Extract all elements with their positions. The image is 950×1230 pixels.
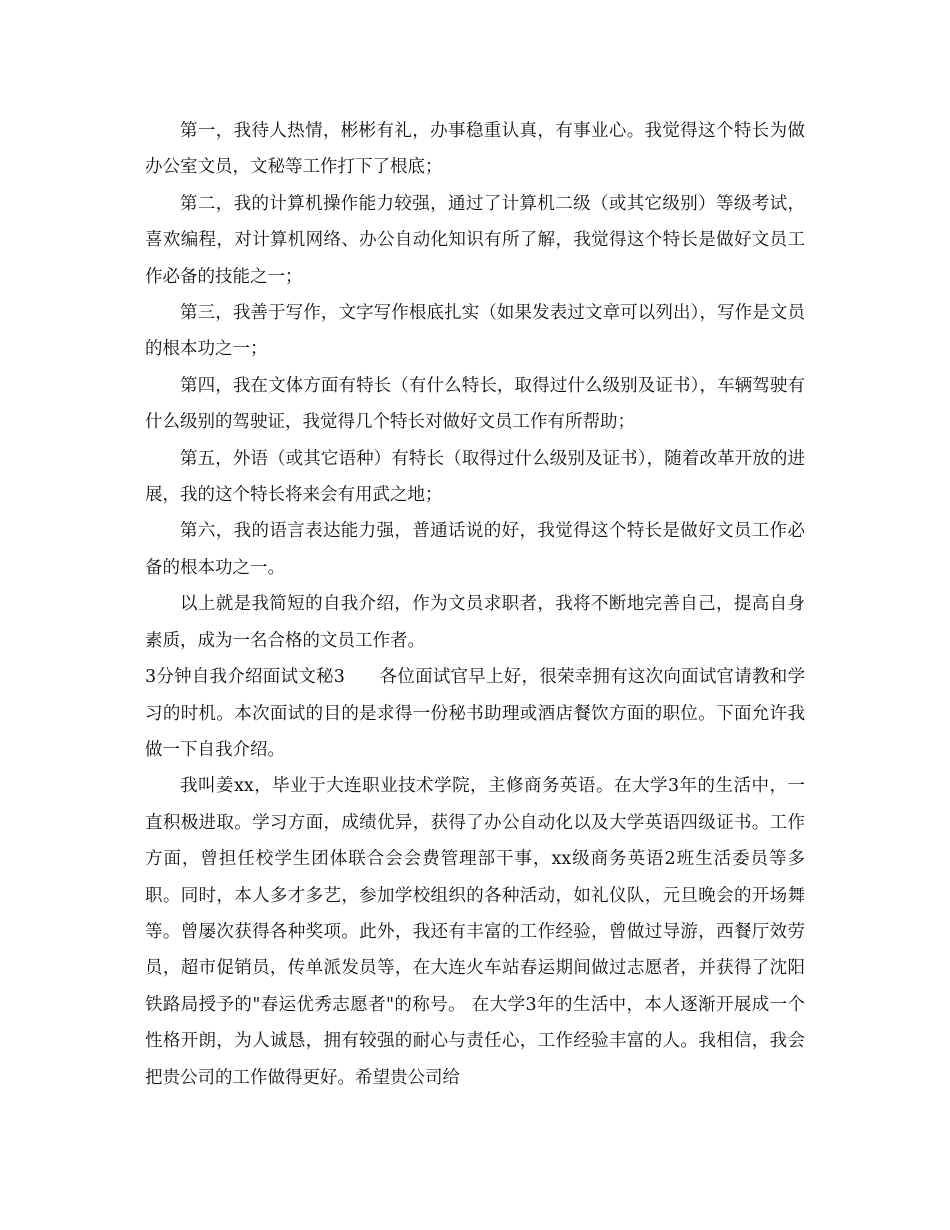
paragraph-1: 第一，我待人热情，彬彬有礼，办事稳重认真，有事业心。我觉得这个特长为做办公室文员，文秘等工作打下了根底； (145, 121, 805, 178)
paragraph-body: 我叫姜xx，毕业于大连职业技术学院，主修商务英语。在大学3年的生活中，一直积极进取。学习方面，成绩优异，获得了办公自动化以及大学英语四级证书。工作方面，曾担任校学生团体联合会会费管理部干事，xx级商务英语2班生活委员等多职。同时，本人多才多艺，参加学校组织的各种活动，如礼仪队，元旦晚会的开场舞等。曾屡次获得各种奖项。此外，我还有丰富的工作经验，曾做过导游，西餐厅效劳员，超市促销员，传单派发员等，在大连火车站春运期间做过志愿者，并获得了沈阳铁路局授予的"春运优秀志愿者"的称号。 在大学3年的生活中，本人逐渐开展成一个性格开朗，为人诚恳，拥有较强的耐心与责任心，工作经验丰富的人。我相信，我会把贵公司的工作做得更好。希望贵公司给 (145, 776, 805, 1088)
paragraph-4: 第四，我在文体方面有特长（有什么特长，取得过什么级别及证书），车辆驾驶有什么级别的驾驶证，我觉得几个特长对做好文员工作有所帮助； (145, 375, 805, 433)
section-paragraph (145, 659, 805, 768)
section-heading: 3分钟自我介绍面试文秘3 (145, 667, 345, 688)
paragraph-6: 第六，我的语言表达能力强，普通话说的好，我觉得这个特长是做好文员工作必备的根本功之一。 (145, 521, 805, 578)
paragraph-7: 以上就是我简短的自我介绍，作为文员求职者，我将不断地完善自己，提高自身素质，成为一名合格的文员工作者。 (145, 594, 805, 651)
heading-gap (345, 667, 380, 687)
document-body (145, 113, 805, 1096)
section-intro: 各位面试官早上好，很荣幸拥有这次向面试官请教和学习的时机。本次面试的目的是求得一份秘书助理或酒店餐饮方面的职位。下面允许我做一下自我介绍。 (145, 667, 805, 760)
paragraph-5: 第五，外语（或其它语种）有特长（取得过什么级别及证书），随着改革开放的进展，我的这个特长将来会有用武之地； (145, 448, 805, 506)
paragraph-3: 第三，我善于写作，文字写作根底扎实（如果发表过文章可以列出），写作是文员的根本功之一； (145, 303, 805, 360)
paragraph-2: 第二，我的计算机操作能力较强，通过了计算机二级（或其它级别）等级考试，喜欢编程，对计算机网络、办公自动化知识有所了解，我觉得这个特长是做好文员工作必备的技能之一； (145, 193, 805, 287)
